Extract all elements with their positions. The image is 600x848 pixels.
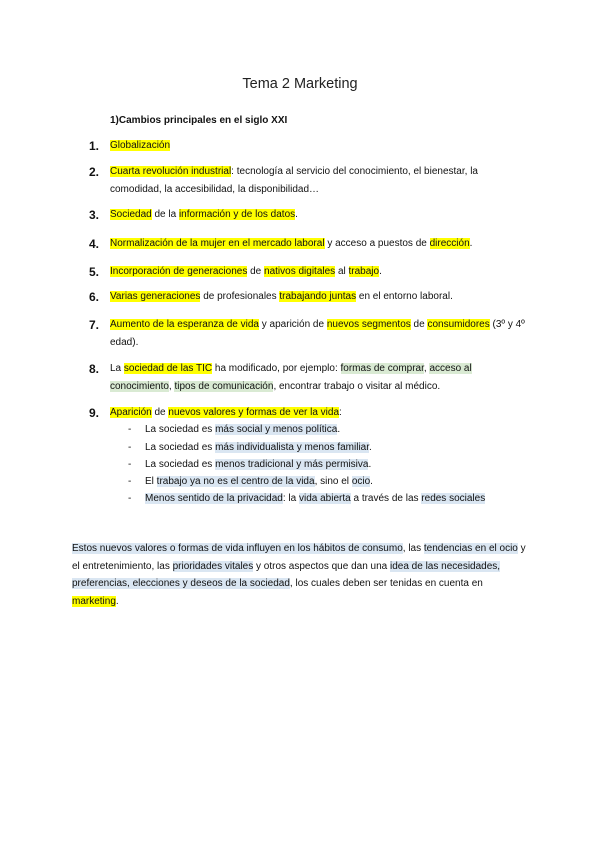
text-run: .: [295, 209, 298, 220]
text-run: La: [110, 363, 124, 374]
highlighted-text: formas de comprar: [340, 363, 424, 374]
highlighted-text: nativos digitales: [264, 266, 336, 277]
item-number: 5.: [89, 265, 100, 279]
text-run: El: [145, 476, 157, 487]
text-run: : la: [282, 493, 299, 504]
highlighted-text: idea de las necesidades, preferencias, elecciones y deseos de la sociedad: [72, 560, 501, 589]
highlighted-text: Estos nuevos valores o formas de vida influyen en los: [72, 543, 314, 554]
item-number: 6.: [89, 290, 100, 304]
item-text: [110, 263, 530, 281]
highlighted-text: trabajo ya no es el centro de la vida: [156, 476, 315, 487]
text-run: ,: [423, 363, 430, 374]
text-run: (3º y 4º edad).: [110, 319, 525, 348]
highlighted-text: vida abierta: [299, 493, 351, 504]
closing-paragraph: [72, 540, 532, 610]
highlighted-text: hábitos de consumo: [313, 543, 403, 554]
text-run: de la: [151, 209, 179, 220]
highlighted-text: sociedad de las TIC: [123, 363, 213, 374]
highlighted-text: redes sociales: [421, 493, 486, 504]
highlighted-text: información y de los datos: [178, 209, 296, 220]
sub-item-text: [145, 421, 340, 439]
item-number: 2.: [89, 165, 100, 179]
text-run: ,: [168, 381, 175, 392]
highlighted-text: más individualista y menos familiar: [215, 442, 370, 453]
highlighted-text: trabajando juntas: [279, 291, 357, 302]
highlighted-text: dirección: [429, 238, 470, 249]
highlighted-text: nuevos valores y formas de ver la vida: [168, 407, 340, 418]
text-run: .: [369, 442, 372, 453]
dash-bullet: -: [128, 459, 132, 470]
highlighted-text: Aumento de la esperanza de vida: [110, 319, 259, 330]
text-run: , sino el: [314, 476, 352, 487]
highlighted-text: trabajo: [348, 266, 380, 277]
highlighted-text: consumidores: [427, 319, 490, 330]
text-run: .: [370, 476, 373, 487]
text-run: y otros aspectos que dan una: [253, 560, 390, 572]
text-run: :: [339, 407, 342, 418]
page-title: Tema 2 Marketing: [242, 76, 358, 92]
highlighted-text: prioridades vitales: [172, 560, 254, 572]
dash-bullet: -: [128, 493, 132, 504]
text-run: y el entretenimiento, las: [72, 543, 526, 572]
highlighted-text: marketing: [72, 595, 116, 607]
sub-item-text: [145, 490, 485, 508]
item-number: 3.: [89, 208, 100, 222]
text-run: en el entorno laboral.: [356, 291, 453, 302]
item-text: [110, 163, 530, 199]
text-run: de profesionales: [200, 291, 280, 302]
dash-bullet: -: [128, 476, 132, 487]
highlighted-text: Aparición: [110, 407, 152, 418]
sub-item-text: [145, 439, 372, 457]
highlighted-text: más social y menos política: [215, 424, 338, 435]
highlighted-text: Globalización: [110, 140, 171, 151]
item-number: 9.: [89, 406, 100, 420]
highlighted-text: acceso al conocimiento: [110, 363, 472, 392]
text-run: de: [410, 319, 428, 330]
item-text: [110, 404, 530, 422]
highlighted-text: tipos de comunicación: [174, 381, 274, 392]
section-subtitle: 1)Cambios principales en el siglo XXI: [110, 115, 288, 126]
highlighted-text: Varias generaciones: [110, 291, 201, 302]
item-text: [110, 206, 530, 224]
text-run: , las: [402, 543, 424, 554]
text-run: La sociedad es: [145, 459, 216, 470]
text-run: .: [368, 459, 372, 470]
text-run: , los cuales deben ser tenidas en cuenta en: [289, 578, 483, 589]
text-run: y acceso a puestos de: [324, 238, 430, 249]
highlighted-text: ocio: [351, 476, 371, 487]
dash-bullet: -: [128, 424, 132, 435]
item-number: 1.: [89, 139, 100, 153]
sub-item-text: [145, 456, 371, 474]
text-run: ha modificado, por ejemplo:: [212, 363, 341, 374]
item-text: [110, 316, 530, 352]
item-number: 7.: [89, 318, 100, 332]
highlighted-text: Sociedad: [110, 209, 152, 220]
text-run: La sociedad es: [145, 424, 216, 435]
sub-item-text: [145, 473, 373, 491]
dash-bullet: -: [128, 442, 132, 453]
highlighted-text: menos tradicional y más permisiva: [215, 459, 369, 470]
text-run: .: [115, 595, 119, 607]
highlighted-text: nuevos segmentos: [326, 319, 411, 330]
text-run: : tecnología al servicio del conocimiento, el bienestar, la comodidad, la accesibilidad, la disponibilidad…: [110, 166, 478, 195]
text-run: .: [379, 266, 382, 277]
item-text: [110, 288, 530, 306]
text-run: .: [337, 424, 341, 435]
item-text: [110, 235, 530, 253]
item-number: 8.: [89, 362, 100, 376]
text-run: La sociedad es: [145, 442, 216, 453]
item-text: [110, 137, 530, 155]
highlighted-text: Normalización de la mujer en el mercado laboral: [110, 238, 325, 249]
highlighted-text: Cuarta revolución industrial: [110, 166, 232, 177]
text-run: al: [335, 266, 349, 277]
highlighted-text: tendencias en el ocio: [423, 543, 518, 554]
text-run: y aparición de: [259, 319, 327, 330]
text-run: de: [151, 407, 169, 418]
item-text: [110, 360, 530, 396]
item-number: 4.: [89, 237, 100, 251]
highlighted-text: Menos sentido de la privacidad: [145, 493, 283, 504]
text-run: de: [247, 266, 265, 277]
text-run: .: [469, 238, 473, 249]
text-run: , encontrar trabajo o visitar al médico.: [273, 381, 441, 392]
highlighted-text: Incorporación de generaciones: [110, 266, 248, 277]
text-run: a través de las: [350, 493, 422, 504]
